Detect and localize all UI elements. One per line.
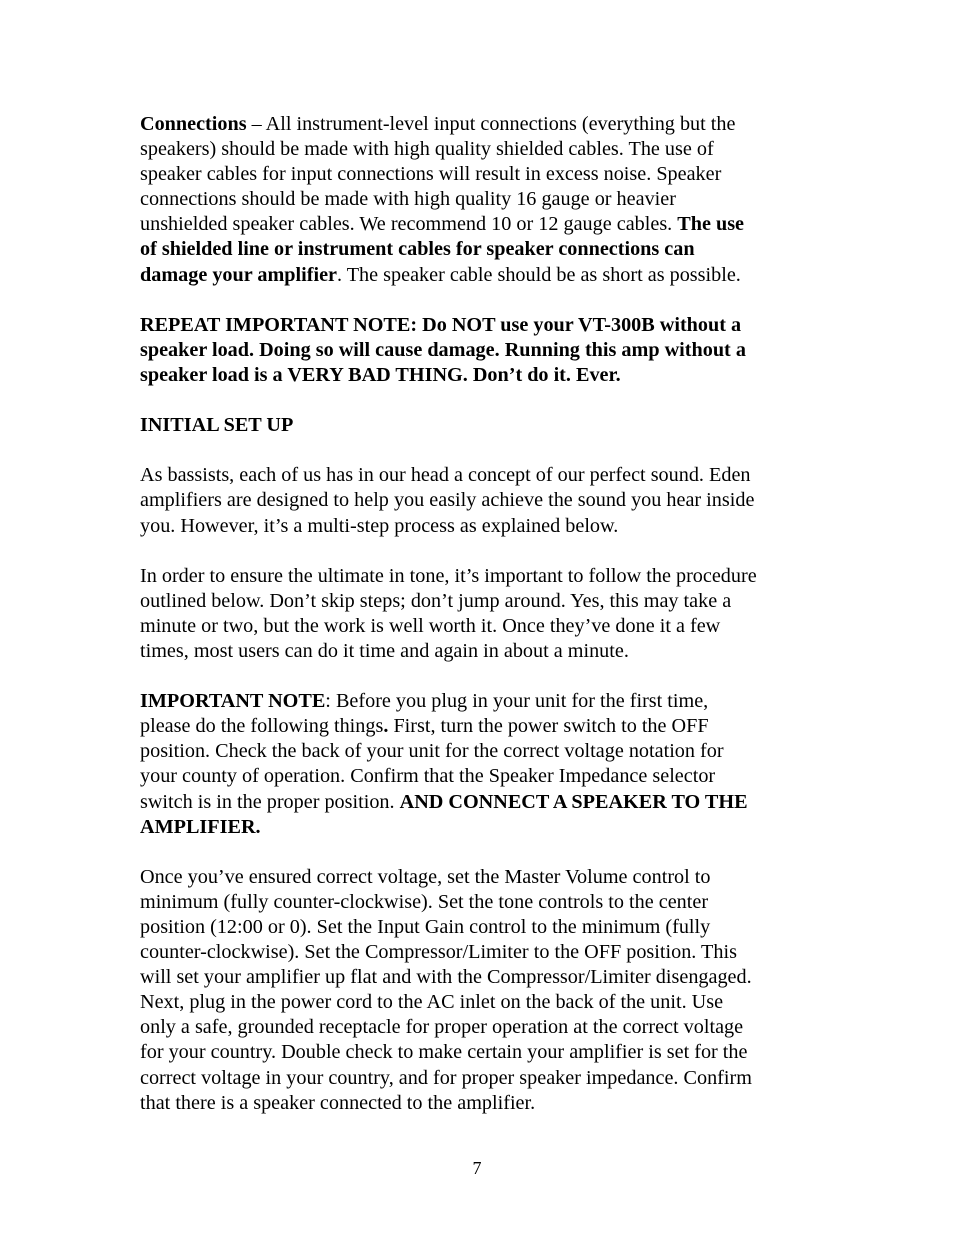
text-line	[140, 639, 812, 664]
text-line	[140, 187, 812, 212]
bassists-paragraph	[140, 463, 812, 538]
text-line	[140, 1066, 812, 1091]
text-line	[140, 815, 812, 840]
text-line	[140, 237, 812, 262]
text-line	[140, 790, 812, 815]
initial-setup-heading	[140, 413, 812, 438]
text-run: speaker cables for input connections will result in excess noise. Speaker	[140, 163, 722, 186]
bold-text-run: of shielded line or instrument cables for speaker connections can	[140, 238, 695, 261]
repeat-important-note-paragraph	[140, 313, 812, 388]
text-line	[140, 112, 812, 137]
text-run: unshielded speaker cables. We recommend 10 or 12 gauge cables.	[140, 213, 678, 236]
text-run: you. However, it’s a multi-step process as explained below.	[140, 514, 619, 537]
text-run: Once you’ve ensured correct voltage, set the Master Volume control to	[140, 865, 711, 888]
bold-text-run: damage your amplifier	[140, 263, 337, 286]
text-run: amplifiers are designed to help you easily achieve the sound you hear inside	[140, 489, 755, 512]
text-line	[140, 488, 812, 513]
text-line	[140, 363, 812, 388]
text-run: times, most users can do it time and again in about a minute.	[140, 639, 629, 662]
text-run: First, turn the power switch to the OFF	[388, 715, 709, 738]
text-line	[140, 965, 812, 990]
text-run: speakers) should be made with high quality shielded cables. The use of	[140, 138, 714, 161]
text-line	[140, 689, 812, 714]
text-run: correct voltage in your country, and for proper speaker impedance. Confirm	[140, 1066, 752, 1089]
text-line	[140, 1015, 812, 1040]
text-run: Next, plug in the power cord to the AC inlet on the back of the unit. Use	[140, 991, 724, 1014]
text-line	[140, 564, 812, 589]
text-run: connections should be made with high quality 16 gauge or heavier	[140, 188, 676, 211]
text-run: counter-clockwise). Set the Compressor/Limiter to the OFF position. This	[140, 941, 737, 964]
bold-text-run: speaker load is a VERY BAD THING. Don’t do it. Ever.	[140, 363, 621, 386]
text-line	[140, 514, 812, 539]
text-run: for your country. Double check to make certain your amplifier is set for the	[140, 1041, 748, 1064]
text-run: only a safe, grounded receptacle for proper operation at the correct voltage	[140, 1016, 744, 1039]
text-run: minute or two, but the work is well worth it. Once they’ve done it a few	[140, 614, 721, 637]
text-line	[140, 890, 812, 915]
text-line	[140, 162, 812, 187]
text-line	[140, 940, 812, 965]
text-run: : Before you plug in your unit for the first time,	[325, 690, 709, 713]
voltage-setup-paragraph	[140, 865, 812, 1116]
text-line	[140, 764, 812, 789]
text-run: minimum (fully counter-clockwise). Set the tone controls to the center	[140, 890, 709, 913]
bold-text-run: REPEAT IMPORTANT NOTE: Do NOT use your VT-300B without a	[140, 313, 742, 336]
connections-paragraph	[140, 112, 812, 288]
important-note-paragraph	[140, 689, 812, 840]
text-line	[140, 915, 812, 940]
text-line	[140, 137, 812, 162]
text-run: will set your amplifier up flat and with the Compressor/Limiter disengaged.	[140, 966, 752, 989]
procedure-paragraph	[140, 564, 812, 664]
page-number: 7	[472, 1158, 482, 1178]
bold-text-run: AND CONNECT A SPEAKER TO THE	[399, 790, 748, 813]
text-run: switch is in the proper position.	[140, 790, 400, 813]
text-run: As bassists, each of us has in our head a concept of our perfect sound. Eden	[140, 464, 751, 487]
text-run: . The speaker cable should be as short as possible.	[337, 263, 741, 286]
text-line	[140, 263, 812, 288]
text-line	[140, 413, 812, 438]
text-run: position (12:00 or 0). Set the Input Gain control to the minimum (fully	[140, 916, 711, 938]
bold-text-run: IMPORTANT NOTE	[140, 690, 326, 713]
text-run: position. Check the back of your unit for the correct voltage notation for	[140, 740, 724, 763]
page-body	[140, 112, 812, 1116]
text-run: please do the following things	[140, 715, 384, 738]
text-line	[140, 212, 812, 237]
bold-text-run: INITIAL SET UP	[140, 414, 294, 437]
text-line	[140, 739, 812, 764]
bold-text-run: Connections	[140, 113, 247, 135]
text-line	[140, 865, 812, 890]
text-line	[140, 1040, 812, 1065]
text-line	[140, 990, 812, 1015]
text-run: that there is a speaker connected to the amplifier.	[140, 1091, 536, 1114]
text-line	[140, 589, 812, 614]
bold-text-run: .	[383, 715, 389, 738]
bold-text-run: The use	[677, 213, 745, 236]
text-line	[140, 714, 812, 739]
text-run: your county of operation. Confirm that the Speaker Impedance selector	[140, 765, 716, 788]
text-run: outlined below. Don’t skip steps; don’t jump around. Yes, this may take a	[140, 589, 732, 612]
bold-text-run: speaker load. Doing so will cause damage. Running this amp without a	[140, 338, 746, 361]
text-line	[140, 338, 812, 363]
text-line	[140, 313, 812, 338]
text-run: In order to ensure the ultimate in tone, it’s important to follow the procedure	[140, 564, 757, 587]
text-line	[140, 1091, 812, 1116]
text-line	[140, 463, 812, 488]
text-line	[140, 614, 812, 639]
bold-text-run: AMPLIFIER.	[140, 815, 261, 838]
text-run: – All instrument-level input connections (everything but the	[246, 113, 736, 135]
